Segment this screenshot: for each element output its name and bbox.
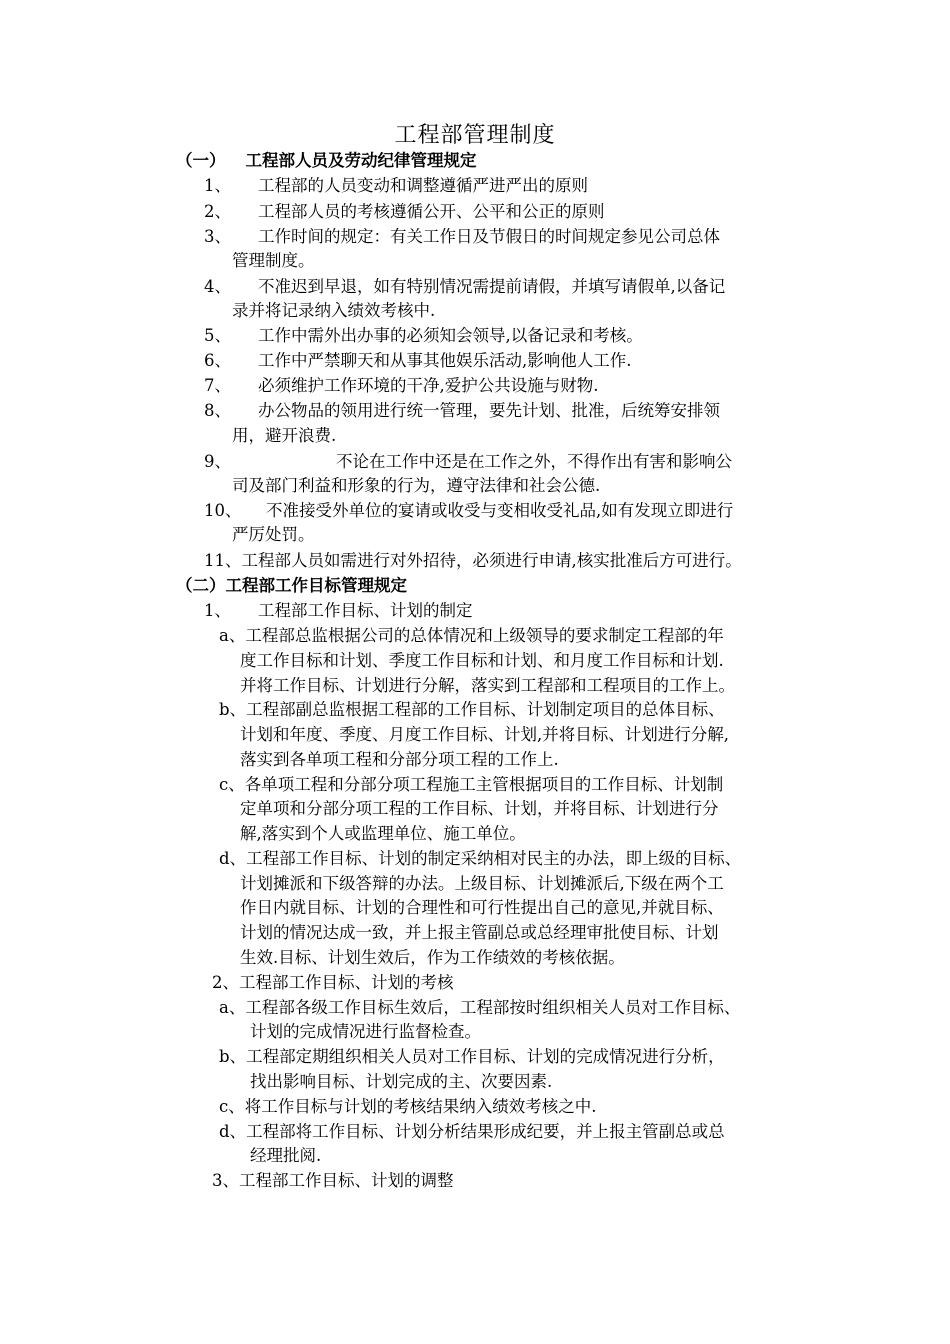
section-1-label: （一）	[176, 151, 226, 170]
list-item: 7、 必须维护工作环境的干净,爱护公共设施与财物.	[204, 376, 599, 395]
list-item: a、工程部总监根据公司的总体情况和上级领导的要求制定工程部的年	[219, 626, 724, 645]
list-item: c、各单项工程和分部分项工程施工主管根据项目的工作目标、计划制	[219, 775, 724, 794]
page-title: 工程部管理制度	[394, 123, 556, 148]
list-item-continuation: 经理批阅.	[250, 1146, 322, 1165]
section-2-label: （二）	[176, 576, 226, 595]
list-item-continuation: 计划的情况达成一致，并上报主管副总或总经理审批使目标、计划	[240, 923, 719, 942]
list-item-continuation: 用，避开浪费.	[232, 426, 337, 445]
list-item: 4、 不准迟到早退，如有特别情况需提前请假，并填写请假单,以备记	[204, 277, 726, 296]
list-item: d、工程部工作目标、计划的制定采纳相对民主的办法，即上级的目标、	[219, 849, 742, 868]
list-item: 9、 不论在工作中还是在工作之外，不得作出有害和影响公	[204, 452, 732, 471]
subsection-heading: 1、 工程部工作目标、计划的制定	[204, 601, 473, 620]
section-1-heading	[176, 149, 477, 173]
list-item: 10、 不准接受外单位的宴请或收受与变相收受礼品,如有发现立即进行	[204, 501, 734, 520]
list-item: c、将工作目标与计划的考核结果纳入绩效考核之中.	[219, 1097, 597, 1116]
list-item: b、工程部定期组织相关人员对工作目标、计划的完成情况进行分析，	[219, 1047, 725, 1066]
section-1-title: 工程部人员及劳动纪律管理规定	[245, 151, 477, 170]
section-2-heading	[176, 574, 407, 598]
list-item-continuation: 司及部门利益和形象的行为，遵守法律和社会公德.	[232, 476, 601, 495]
list-item-continuation: 计划和年度、季度、月度工作目标、计划,并将目标、计划进行分解,	[240, 725, 729, 744]
list-item: a、工程部各级工作目标生效后，工程部按时组织相关人员对工作目标、	[219, 998, 741, 1017]
list-item: 2、 工程部人员的考核遵循公开、公平和公正的原则	[204, 202, 605, 221]
list-item-continuation: 计划的完成情况进行监督检查。	[250, 1022, 481, 1041]
list-item: 11、工程部人员如需进行对外招待，必须进行申请,核实批准后方可进行。	[204, 551, 742, 570]
list-item: 5、 工作中需外出办事的必须知会领导,以备记录和考核。	[204, 326, 643, 345]
list-item: b、工程部副总监根据工程部的工作目标、计划制定项目的总体目标、	[219, 700, 725, 719]
list-item-continuation: 解,落实到个人或监理单位、施工单位。	[240, 824, 526, 843]
list-item-continuation: 作日内就目标、计划的合理性和可行性提出自己的意见,并就目标、	[240, 898, 724, 917]
list-item-continuation: 定单项和分部分项工程的工作目标、计划，并将目标、计划进行分	[240, 799, 719, 818]
subsection-heading: 3、工程部工作目标、计划的调整	[212, 1171, 454, 1190]
list-item-continuation: 录并将记录纳入绩效考核中.	[232, 301, 436, 320]
list-item-continuation: 严厉处罚。	[232, 525, 315, 544]
list-item: d、工程部将工作目标、计划分析结果形成纪要，并上报主管副总或总	[219, 1122, 725, 1141]
list-item-continuation: 计划摊派和下级答辩的办法。上级目标、计划摊派后,下级在两个工	[240, 874, 724, 893]
list-item-continuation: 并将工作目标、计划进行分解，落实到工程部和工程项目的工作上。	[240, 676, 735, 695]
list-item-continuation: 管理制度。	[232, 251, 315, 270]
list-item: 3、 工作时间的规定：有关工作日及节假日的时间规定参见公司总体	[204, 227, 720, 246]
list-item: 6、 工作中严禁聊天和从事其他娱乐活动,影响他人工作.	[204, 351, 632, 370]
subsection-heading: 2、工程部工作目标、计划的考核	[212, 973, 454, 992]
list-item-continuation: 生效.目标、计划生效后，作为工作绩效的考核依据。	[240, 948, 625, 967]
list-item-continuation: 度工作目标和计划、季度工作目标和计划、和月度工作目标和计划.	[240, 651, 724, 670]
section-2-title: 工程部工作目标管理规定	[225, 576, 407, 595]
list-item: 8、 办公物品的领用进行统一管理，要先计划、批准，后统筹安排领	[204, 401, 720, 420]
list-item-continuation: 找出影响目标、计划完成的主、次要因素.	[250, 1072, 553, 1091]
list-item-continuation: 落实到各单项工程和分部分项工程的工作上.	[240, 750, 559, 769]
list-item: 1、 工程部的人员变动和调整遵循严进严出的原则	[204, 176, 588, 195]
